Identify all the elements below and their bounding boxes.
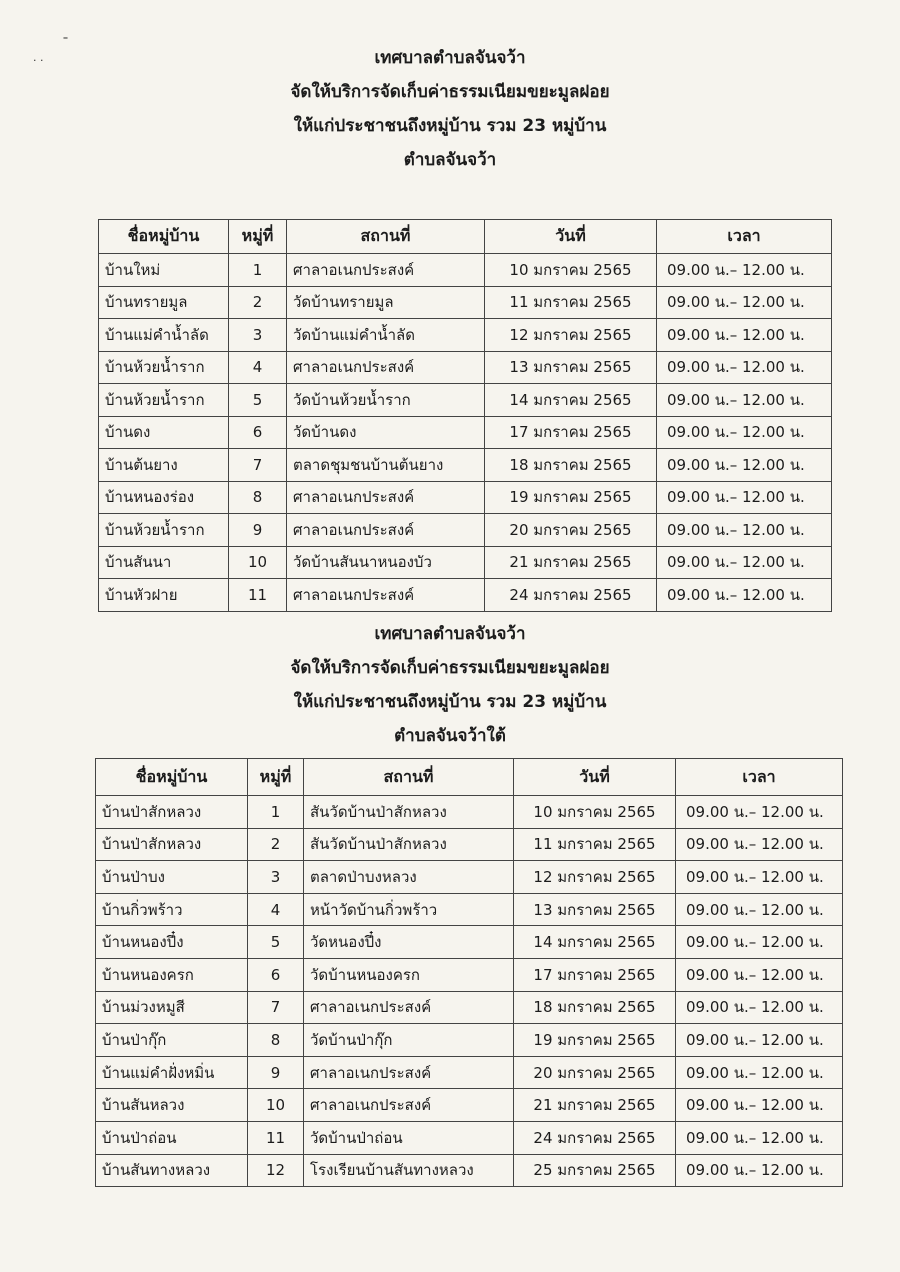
cell-village: บ้านม่วงหมูสี xyxy=(96,991,248,1024)
column-header-location: สถานที่ xyxy=(304,759,514,796)
cell-location: สันวัดบ้านป่าสักหลวง xyxy=(304,828,514,861)
cell-location: ศาลาอเนกประสงค์ xyxy=(287,579,485,612)
schedule-table-subdistrict-1 xyxy=(98,219,832,612)
cell-date: 21 มกราคม 2565 xyxy=(514,1089,676,1122)
cell-moo: 10 xyxy=(229,546,287,579)
cell-village: บ้านห้วยน้ำราก xyxy=(99,351,229,384)
cell-date: 13 มกราคม 2565 xyxy=(485,351,657,384)
cell-moo: 11 xyxy=(248,1121,304,1154)
cell-moo: 9 xyxy=(248,1056,304,1089)
cell-date: 18 มกราคม 2565 xyxy=(514,991,676,1024)
cell-moo: 6 xyxy=(229,416,287,449)
cell-village: บ้านแม่คำฝั่งหมิ่น xyxy=(96,1056,248,1089)
cell-location: วัดบ้านสันนาหนองบัว xyxy=(287,546,485,579)
cell-date: 10 มกราคม 2565 xyxy=(485,254,657,287)
cell-time: 09.00 น.– 12.00 น. xyxy=(676,893,843,926)
cell-village: บ้านดง xyxy=(99,416,229,449)
cell-moo: 4 xyxy=(229,351,287,384)
cell-time: 09.00 น.– 12.00 น. xyxy=(676,828,843,861)
column-header-time: เวลา xyxy=(657,220,832,254)
cell-time: 09.00 น.– 12.00 น. xyxy=(657,449,832,482)
column-header-date: วันที่ xyxy=(485,220,657,254)
cell-location: ตลาดป่าบงหลวง xyxy=(304,861,514,894)
table-row xyxy=(99,481,832,514)
table-row xyxy=(99,449,832,482)
cell-date: 18 มกราคม 2565 xyxy=(485,449,657,482)
table-row xyxy=(96,828,843,861)
heading-organization: เทศบาลตำบลจันจว้า xyxy=(374,624,526,644)
cell-time: 09.00 น.– 12.00 น. xyxy=(657,546,832,579)
cell-time: 09.00 น.– 12.00 น. xyxy=(657,481,832,514)
cell-time: 09.00 น.– 12.00 น. xyxy=(676,861,843,894)
table-row xyxy=(96,1056,843,1089)
cell-village: บ้านสันทางหลวง xyxy=(96,1154,248,1187)
table-row xyxy=(96,958,843,991)
column-header-moo: หมู่ที่ xyxy=(248,759,304,796)
cell-moo: 2 xyxy=(229,286,287,319)
cell-time: 09.00 น.– 12.00 น. xyxy=(676,796,843,829)
schedule-table-subdistrict-2 xyxy=(95,758,843,1187)
section1-heading xyxy=(0,44,900,174)
cell-moo: 3 xyxy=(248,861,304,894)
cell-time: 09.00 น.– 12.00 น. xyxy=(676,991,843,1024)
cell-time: 09.00 น.– 12.00 น. xyxy=(657,351,832,384)
cell-location: ศาลาอเนกประสงค์ xyxy=(287,514,485,547)
cell-date: 21 มกราคม 2565 xyxy=(485,546,657,579)
cell-location: วัดบ้านป่าถ่อน xyxy=(304,1121,514,1154)
cell-location: วัดบ้านห้วยน้ำราก xyxy=(287,384,485,417)
cell-location: ศาลาอเนกประสงค์ xyxy=(287,254,485,287)
cell-time: 09.00 น.– 12.00 น. xyxy=(657,319,832,352)
heading-organization: เทศบาลตำบลจันจว้า xyxy=(374,48,526,68)
cell-village: บ้านต้นยาง xyxy=(99,449,229,482)
cell-village: บ้านหนองปึ๋ง xyxy=(96,926,248,959)
cell-moo: 5 xyxy=(229,384,287,417)
cell-moo: 10 xyxy=(248,1089,304,1122)
cell-moo: 4 xyxy=(248,893,304,926)
cell-date: 10 มกราคม 2565 xyxy=(514,796,676,829)
cell-moo: 12 xyxy=(248,1154,304,1187)
cell-time: 09.00 น.– 12.00 น. xyxy=(657,416,832,449)
table-row xyxy=(96,1154,843,1187)
cell-location: วัดบ้านดง xyxy=(287,416,485,449)
table-row xyxy=(96,796,843,829)
cell-moo: 1 xyxy=(229,254,287,287)
cell-location: วัดบ้านแม่คำน้ำลัด xyxy=(287,319,485,352)
cell-moo: 1 xyxy=(248,796,304,829)
cell-date: 14 มกราคม 2565 xyxy=(485,384,657,417)
column-header-village: ชื่อหมู่บ้าน xyxy=(99,220,229,254)
table-row xyxy=(99,351,832,384)
cell-location: ศาลาอเนกประสงค์ xyxy=(287,481,485,514)
heading-service-description: จัดให้บริการจัดเก็บค่าธรรมเนียมขยะมูลฝอย xyxy=(290,82,610,102)
table-row xyxy=(96,861,843,894)
cell-date: 17 มกราคม 2565 xyxy=(485,416,657,449)
cell-village: บ้านป่าถ่อน xyxy=(96,1121,248,1154)
column-header-moo: หมู่ที่ xyxy=(229,220,287,254)
cell-village: บ้านป่าสักหลวง xyxy=(96,828,248,861)
cell-time: 09.00 น.– 12.00 น. xyxy=(676,1024,843,1057)
cell-location: วัดหนองปึ๋ง xyxy=(304,926,514,959)
table-row xyxy=(96,926,843,959)
cell-date: 19 มกราคม 2565 xyxy=(514,1024,676,1057)
cell-village: บ้านป่ากุ๊ก xyxy=(96,1024,248,1057)
cell-moo: 8 xyxy=(229,481,287,514)
column-header-village: ชื่อหมู่บ้าน xyxy=(96,759,248,796)
cell-time: 09.00 น.– 12.00 น. xyxy=(676,926,843,959)
cell-date: 11 มกราคม 2565 xyxy=(514,828,676,861)
cell-location: ศาลาอเนกประสงค์ xyxy=(304,991,514,1024)
cell-location: หน้าวัดบ้านกิ่วพร้าว xyxy=(304,893,514,926)
cell-time: 09.00 น.– 12.00 น. xyxy=(657,514,832,547)
table-row xyxy=(99,579,832,612)
cell-date: 24 มกราคม 2565 xyxy=(485,579,657,612)
cell-time: 09.00 น.– 12.00 น. xyxy=(676,958,843,991)
cell-date: 19 มกราคม 2565 xyxy=(485,481,657,514)
cell-location: วัดบ้านป่ากุ๊ก xyxy=(304,1024,514,1057)
cell-location: สันวัดบ้านป่าสักหลวง xyxy=(304,796,514,829)
cell-time: 09.00 น.– 12.00 น. xyxy=(657,579,832,612)
table-header-row xyxy=(99,220,832,254)
table-row xyxy=(96,1024,843,1057)
table-row xyxy=(99,286,832,319)
column-header-time: เวลา xyxy=(676,759,843,796)
cell-village: บ้านป่าสักหลวง xyxy=(96,796,248,829)
table-header-row xyxy=(96,759,843,796)
cell-moo: 7 xyxy=(229,449,287,482)
cell-date: 12 มกราคม 2565 xyxy=(514,861,676,894)
heading-subdistrict: ตำบลจันจว้าใต้ xyxy=(394,726,506,746)
heading-subdistrict: ตำบลจันจว้า xyxy=(403,150,497,170)
cell-moo: 5 xyxy=(248,926,304,959)
cell-moo: 8 xyxy=(248,1024,304,1057)
table-row xyxy=(99,416,832,449)
scan-speck-mark: · · xyxy=(33,54,44,67)
cell-moo: 2 xyxy=(248,828,304,861)
table-row xyxy=(99,254,832,287)
cell-moo: 11 xyxy=(229,579,287,612)
cell-location: ศาลาอเนกประสงค์ xyxy=(304,1056,514,1089)
cell-village: บ้านป่าบง xyxy=(96,861,248,894)
cell-village: บ้านกิ่วพร้าว xyxy=(96,893,248,926)
cell-moo: 3 xyxy=(229,319,287,352)
heading-coverage: ให้แก่ประชาชนถึงหมู่บ้าน รวม 23 หมู่บ้าน xyxy=(293,116,607,136)
cell-village: บ้านหนองครก xyxy=(96,958,248,991)
cell-date: 24 มกราคม 2565 xyxy=(514,1121,676,1154)
cell-time: 09.00 น.– 12.00 น. xyxy=(657,384,832,417)
cell-date: 25 มกราคม 2565 xyxy=(514,1154,676,1187)
cell-village: บ้านห้วยน้ำราก xyxy=(99,514,229,547)
table-row xyxy=(99,514,832,547)
cell-time: 09.00 น.– 12.00 น. xyxy=(676,1056,843,1089)
table-row xyxy=(99,384,832,417)
heading-coverage: ให้แก่ประชาชนถึงหมู่บ้าน รวม 23 หมู่บ้าน xyxy=(293,692,607,712)
cell-village: บ้านสันนา xyxy=(99,546,229,579)
table-row xyxy=(99,319,832,352)
cell-moo: 7 xyxy=(248,991,304,1024)
cell-village: บ้านหัวฝาย xyxy=(99,579,229,612)
column-header-date: วันที่ xyxy=(514,759,676,796)
cell-village: บ้านแม่คำน้ำลัด xyxy=(99,319,229,352)
cell-date: 20 มกราคม 2565 xyxy=(514,1056,676,1089)
table-row xyxy=(99,546,832,579)
table-row xyxy=(96,1121,843,1154)
heading-service-description: จัดให้บริการจัดเก็บค่าธรรมเนียมขยะมูลฝอย xyxy=(290,658,610,678)
cell-location: วัดบ้านหนองครก xyxy=(304,958,514,991)
cell-date: 17 มกราคม 2565 xyxy=(514,958,676,991)
cell-village: บ้านสันหลวง xyxy=(96,1089,248,1122)
cell-time: 09.00 น.– 12.00 น. xyxy=(676,1154,843,1187)
cell-date: 11 มกราคม 2565 xyxy=(485,286,657,319)
cell-village: บ้านห้วยน้ำราก xyxy=(99,384,229,417)
cell-date: 20 มกราคม 2565 xyxy=(485,514,657,547)
cell-village: บ้านใหม่ xyxy=(99,254,229,287)
cell-location: โรงเรียนบ้านสันทางหลวง xyxy=(304,1154,514,1187)
cell-location: ตลาดชุมชนบ้านต้นยาง xyxy=(287,449,485,482)
cell-time: 09.00 น.– 12.00 น. xyxy=(657,254,832,287)
cell-moo: 9 xyxy=(229,514,287,547)
cell-time: 09.00 น.– 12.00 น. xyxy=(676,1089,843,1122)
table-row xyxy=(96,893,843,926)
cell-date: 14 มกราคม 2565 xyxy=(514,926,676,959)
scan-speck-mark: ˉ xyxy=(62,36,69,52)
cell-time: 09.00 น.– 12.00 น. xyxy=(676,1121,843,1154)
cell-moo: 6 xyxy=(248,958,304,991)
column-header-location: สถานที่ xyxy=(287,220,485,254)
section2-heading xyxy=(0,620,900,750)
cell-village: บ้านหนองร่อง xyxy=(99,481,229,514)
table-row xyxy=(96,1089,843,1122)
cell-location: วัดบ้านทรายมูล xyxy=(287,286,485,319)
cell-location: ศาลาอเนกประสงค์ xyxy=(304,1089,514,1122)
cell-date: 12 มกราคม 2565 xyxy=(485,319,657,352)
table-row xyxy=(96,991,843,1024)
cell-location: ศาลาอเนกประสงค์ xyxy=(287,351,485,384)
cell-time: 09.00 น.– 12.00 น. xyxy=(657,286,832,319)
cell-date: 13 มกราคม 2565 xyxy=(514,893,676,926)
cell-village: บ้านทรายมูล xyxy=(99,286,229,319)
